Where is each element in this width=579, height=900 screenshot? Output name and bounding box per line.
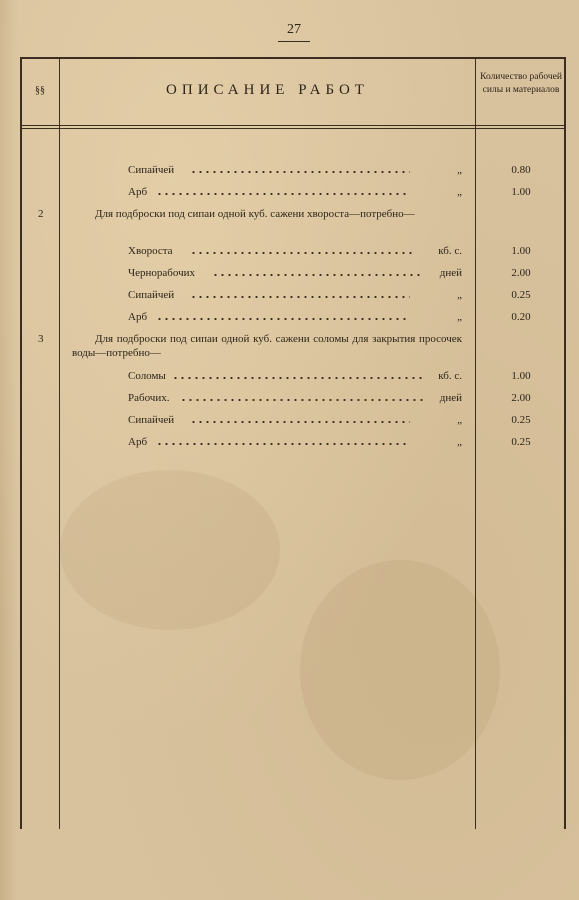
item-label: Арб [128, 311, 148, 323]
item-label: Чернорабочих [128, 267, 196, 279]
table-row [20, 244, 566, 258]
item-label: Рабочих. [128, 392, 170, 404]
section-text: Для подброски под сипаи одной куб. сажени соломы для закрытия просочек воды—потребно— [72, 333, 462, 359]
section-text: Для подброски под сипаи одной куб. сажени хвороста—потребно— [95, 208, 415, 220]
dot-leader [156, 318, 410, 320]
item-value: 1.00 [511, 370, 531, 382]
dot-leader [156, 193, 410, 195]
item-unit: „ [457, 311, 462, 323]
table-row [20, 266, 566, 280]
item-label: Арб [128, 186, 148, 198]
dot-leader [190, 421, 410, 423]
item-label: Хвороста [128, 245, 173, 257]
page-number: 27 [287, 22, 301, 37]
item-unit: дней [439, 267, 462, 279]
item-value: 1.00 [511, 245, 531, 257]
dot-leader [212, 274, 424, 276]
number-column-header: §§ [35, 85, 45, 96]
item-label: Сипайчей [128, 289, 175, 301]
item-label: Сипайчей [128, 164, 175, 176]
item-unit: кб. с. [438, 245, 462, 257]
table-top-rule [20, 57, 566, 59]
section-number: 3 [38, 333, 44, 345]
page-number-underline [278, 41, 310, 42]
dot-leader [190, 171, 410, 173]
item-value: 2.00 [511, 267, 531, 279]
dot-leader [190, 296, 410, 298]
table-row [20, 369, 566, 383]
item-value: 1.00 [511, 186, 531, 198]
item-unit: дней [439, 392, 462, 404]
item-value: 0.25 [511, 289, 531, 301]
table-row [20, 413, 566, 427]
item-unit: кб. с. [438, 370, 462, 382]
table-row [20, 185, 566, 199]
item-value: 0.20 [511, 311, 531, 323]
table-row [20, 310, 566, 324]
table-row [20, 391, 566, 405]
item-unit: „ [457, 436, 462, 448]
table-row [20, 288, 566, 302]
description-column-header: ОПИСАНИЕ РАБОТ [166, 82, 369, 98]
item-value: 0.25 [511, 414, 531, 426]
works-table [20, 57, 566, 829]
quantity-column-header: Количество рабочей силы и материалов [480, 72, 562, 95]
table-row [20, 435, 566, 449]
dot-leader [156, 443, 410, 445]
dot-leader [190, 252, 412, 254]
header-rule-upper [20, 125, 566, 126]
item-unit: „ [457, 289, 462, 301]
section-heading [20, 207, 566, 237]
dot-leader [172, 377, 424, 379]
item-value: 2.00 [511, 392, 531, 404]
item-value: 0.80 [511, 164, 531, 176]
item-label: Сипайчей [128, 414, 175, 426]
item-label: Арб [128, 436, 148, 448]
header-rule-lower [20, 128, 566, 129]
item-unit: „ [457, 164, 462, 176]
section-number: 2 [38, 208, 44, 220]
item-label: Соломы [128, 370, 166, 382]
item-unit: „ [457, 186, 462, 198]
dot-leader [180, 399, 424, 401]
item-value: 0.25 [511, 436, 531, 448]
section-heading [20, 332, 566, 362]
item-unit: „ [457, 414, 462, 426]
table-row [20, 163, 566, 177]
